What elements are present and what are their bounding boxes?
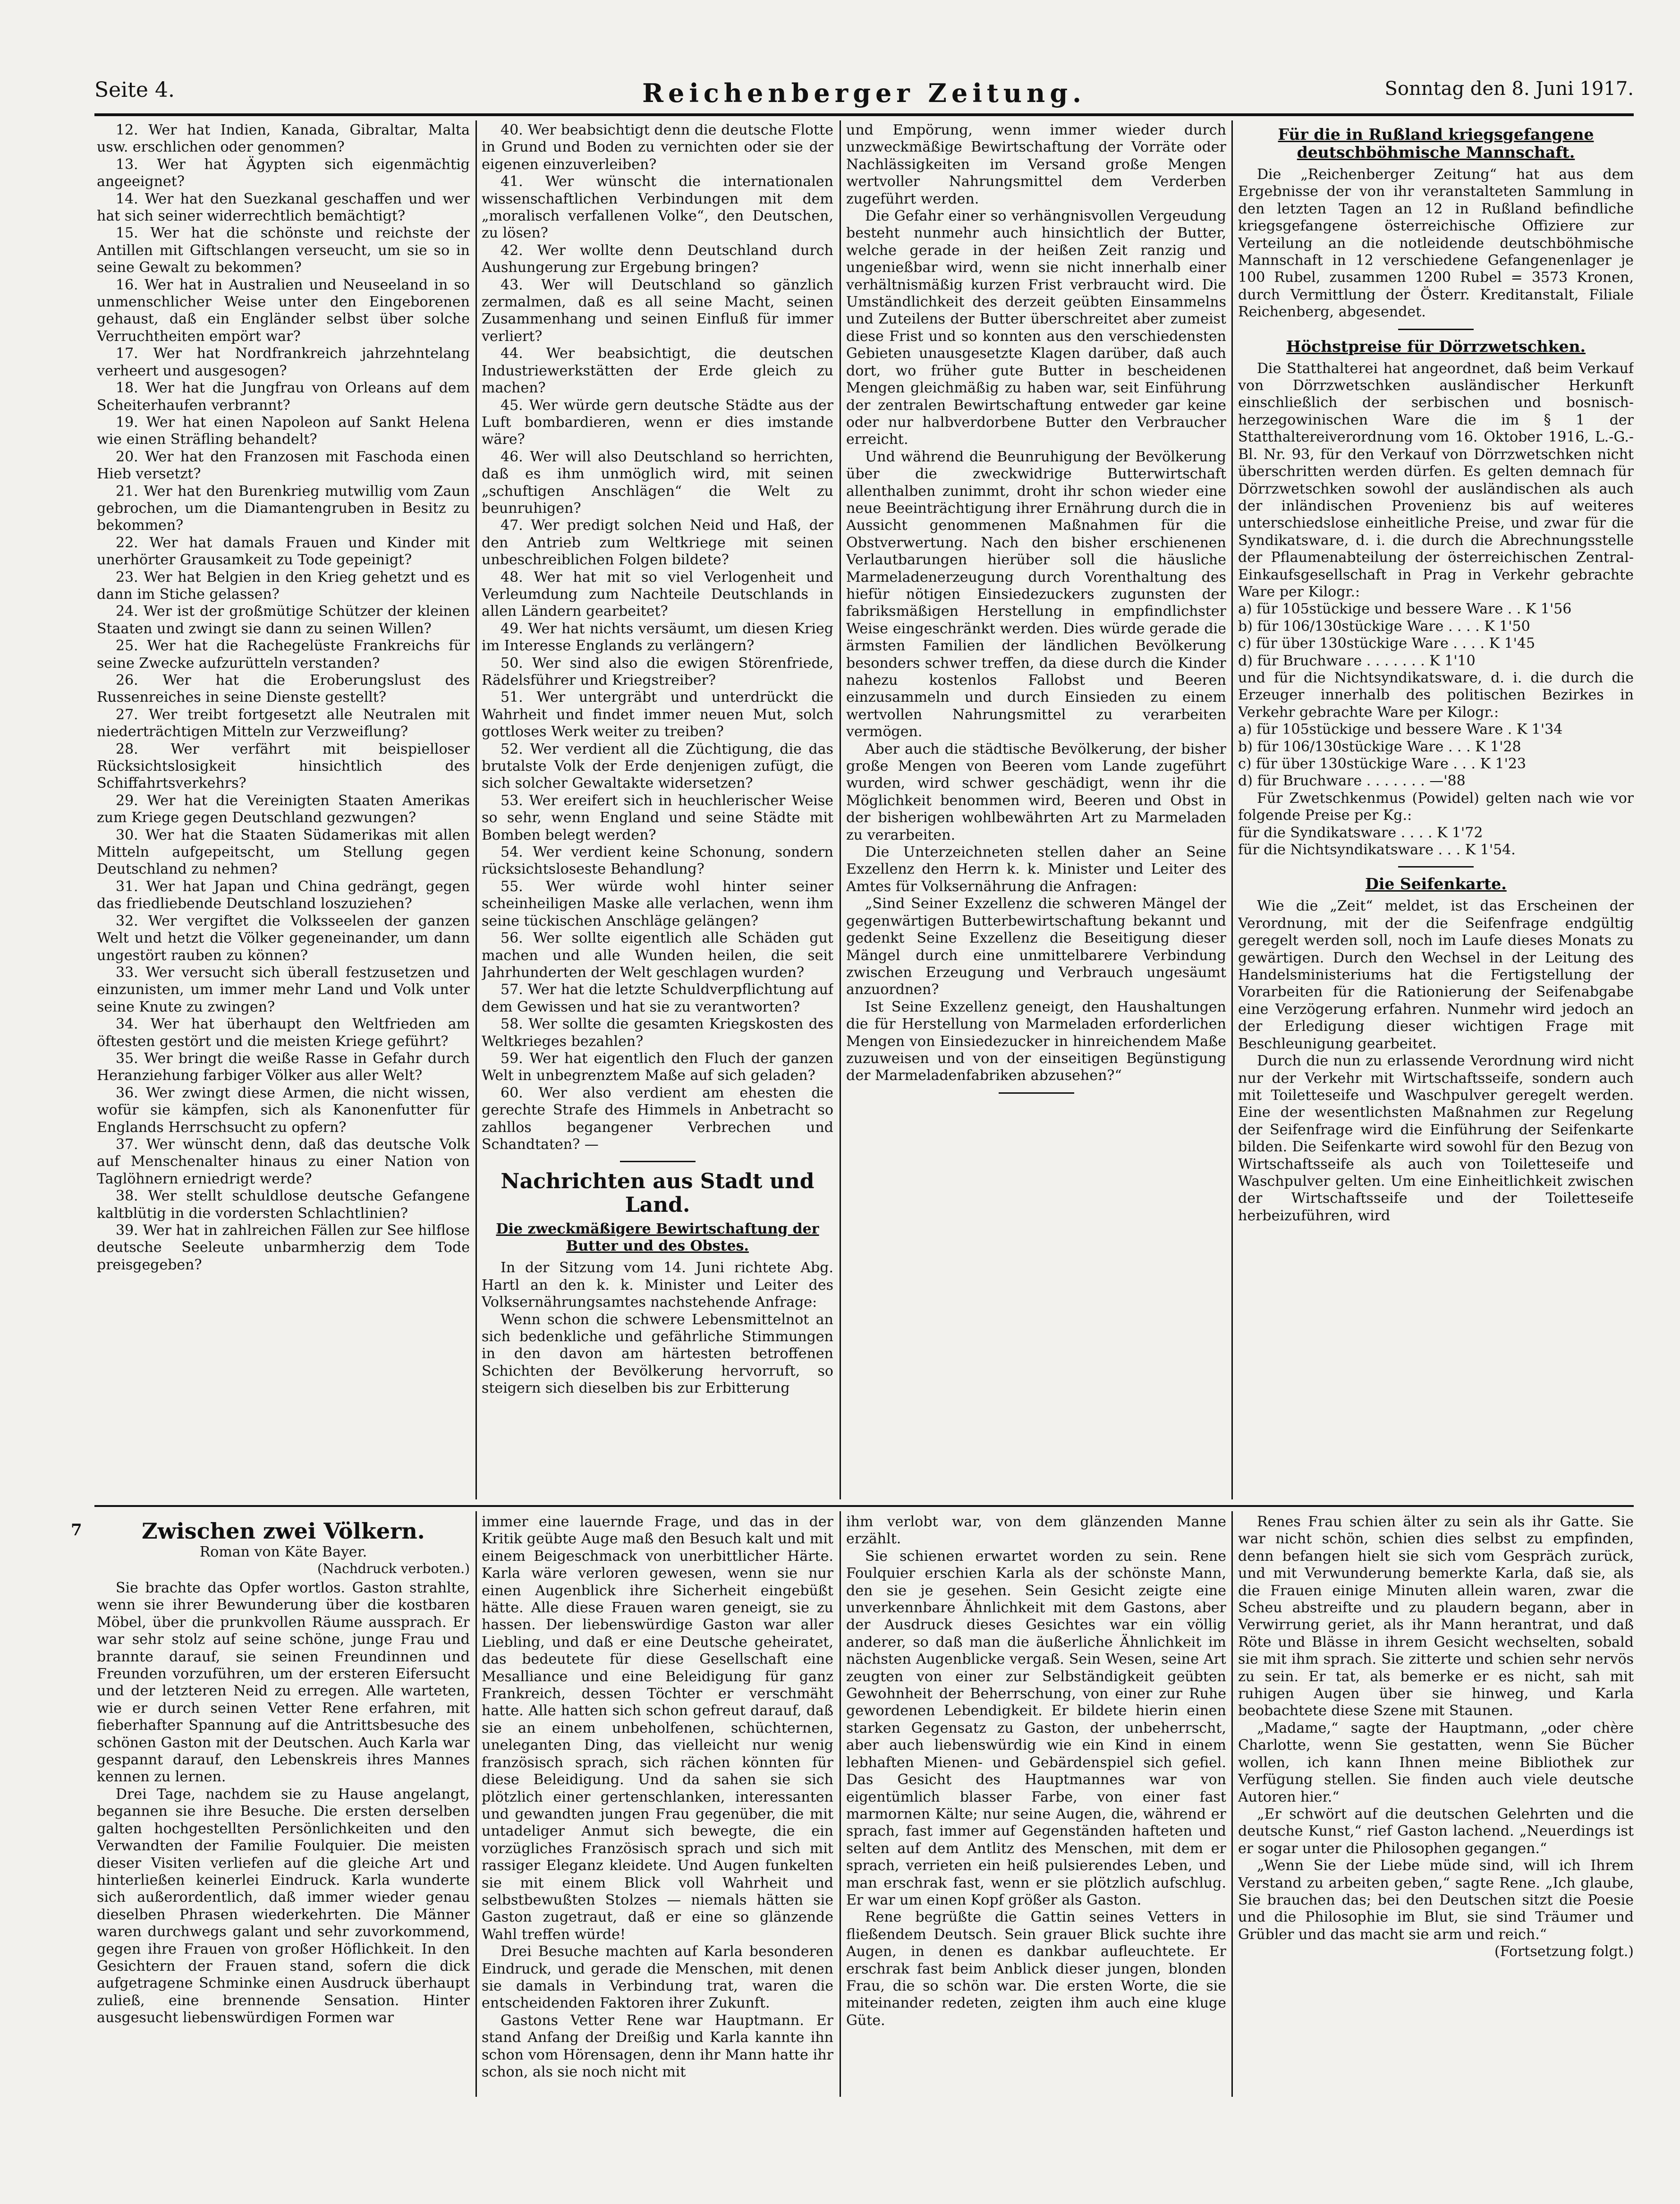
novel-paragraph: „Wenn Sie der Liebe müde sind, will ich Ihrem Verstand zu arbeiten geben,“ sagte Rene. „Ich glaube, Sie brauchen das; bei den Deutschen sitzt die Poesie und die Philosophie im Blut, sie sind Träumer und Grübler und das macht sie arm und reich.“: [1238, 1857, 1634, 1943]
article-paragraph: Durch die nun zu erlassende Verordnung wird nicht nur der Verkehr mit Wirtschaftsseife, sondern auch mit Toiletteseife und Waschpulver geregelt werden. Eine der wesentlichsten Maßnahmen zur Regelung der Seifenfrage wird die Einführung der Seifenkarte bilden. Die Seifenkarte wird sowohl für den Bezug von Wirtschaftsseife als auch von Toiletteseife und Waschpulver gelten. Um eine Einheitlichkeit zwischen der Wirtschaftsseife und der Toiletteseife herbeizuführen, wird: [1238, 1053, 1634, 1224]
masthead: [94, 78, 1634, 111]
question: 17. Wer hat Nordfrankreich jahrzehntelang verheert und ausgesogen?: [97, 345, 470, 379]
question: 31. Wer hat Japan und China gedrängt, gegen das friedliebende Deutschland loszuziehen?: [97, 878, 470, 912]
question: 24. Wer ist der großmütige Schützer der kleinen Staaten und zwingt sie dann zu seinen Willen?: [97, 603, 470, 637]
novel-paragraph: Gastons Vetter Rene war Hauptmann. Er stand Anfang der Dreißig und Karla kannte ihn schon vom Hörensagen, denn ihr Mann hatte ihr schon, als sie noch nicht mit: [482, 2012, 833, 2080]
feuilleton-column-4: [1238, 1514, 1634, 2099]
question: 34. Wer hat überhaupt den Weltfrieden am öftesten gestört und die meisten Kriege geführt?: [97, 1016, 470, 1050]
feuilleton-column-1: [97, 1514, 470, 2099]
question: 21. Wer hat den Burenkrieg mutwillig vom Zaun gebrochen, um die Diamantengruben in Besitz zu bekommen?: [97, 483, 470, 534]
question: 47. Wer predigt solchen Neid und Haß, der den Antrieb zum Weltkriege mit seinen unbeschreiblichen Folgen bildete?: [482, 517, 833, 569]
feuilleton-column-3: [846, 1514, 1226, 2099]
column-3: [846, 122, 1226, 1503]
article-paragraph: Und während die Beunruhigung der Bevölkerung über die zweckwidrige Butterwirtschaft allenthalben zunimmt, droht ihr schon wieder eine neue Beeinträchtigung ihrer Ernährung durch die in Aussicht genommenen Maßnahmen für die Obstverwertung. Nach den bisher erschienenen Verlautbarungen hierüber soll die häusliche Marmeladenerzeugung durch Vorenthaltung des hiefür nötigen Einsiedezuckers zugunsten der fabriksmäßigen Herstellung in empfindlichster Weise eingeschränkt werden. Dies würde gerade die ärmsten Familien der ländlichen Bevölkerung besonders schwer treffen, da diese durch die Kinder nahezu kostenlos Fallobst und Beeren einzusammeln und durch Einsieden zu einem wertvollen Nahrungsmittel zu verarbeiten vermögen.: [846, 448, 1226, 740]
price-line: c) für über 130stückige Ware . . . . K 1'45: [1238, 635, 1536, 652]
question: 29. Wer hat die Vereinigten Staaten Amerikas zum Kriege gegen Deutschland gezwungen?: [97, 792, 470, 826]
question: 33. Wer versucht sich überall festzusetzen und einzunisten, um immer mehr Land und Volk unter seine Knute zu zwingen?: [97, 964, 470, 1015]
article-paragraph: Für Zwetschkenmus (Powidel) gelten nach wie vor folgende Preise per Kg.:: [1238, 790, 1634, 824]
question: 42. Wer wollte denn Deutschland durch Aushungerung zur Ergebung bringen?: [482, 242, 833, 276]
novel-paragraph: Rene begrüßte die Gattin seines Vetters in fließendem Deutsch. Sein grauer Blick suchte ihre Augen, in denen es dankbar aufleuchtete. Er erschrak fast beim Anblick dieser jungen, blonden Frau, die so schön war. Die ersten Worte, die sie miteinander redeten, zeigten ihm auch eine kluge Güte.: [846, 1909, 1226, 2029]
column-divider: [475, 120, 477, 1499]
installment-number: 7: [71, 1521, 82, 1540]
column-divider: [840, 1511, 841, 2097]
question: 50. Wer sind also die ewigen Störenfriede, Rädelsführer und Kriegstreiber?: [482, 655, 833, 689]
article-heading: Für die in Rußland kriegsgefangene deutschböhmische Mannschaft.: [1278, 125, 1594, 162]
price-line: a) für 105stückige und bessere Ware . . K 1'56: [1238, 601, 1572, 618]
novel-paragraph: Drei Besuche machten auf Karla besonderen Eindruck, und gerade die Menschen, mit denen sie damals in Verbindung trat, waren die entscheidenden Faktoren ihrer Zukunft.: [482, 1943, 833, 2012]
question: 25. Wer hat die Rachegelüste Frankreichs für seine Zwecke aufzurütteln verstanden?: [97, 638, 470, 672]
article-paragraph: Aber auch die städtische Bevölkerung, der bisher große Mengen von Beeren vom Lande zugeführt wurden, wird schwer geschädigt, wenn ihr die Möglichkeit benommen wird, Beeren und Obst in der bisherigen wohlbewährten Art zu Marmeladen zu verarbeiten.: [846, 740, 1226, 843]
newspaper-title: Reichenberger Zeitung.: [642, 78, 1086, 108]
price-line: für die Nichtsyndikatsware . . . K 1'54.: [1238, 842, 1516, 859]
column-2: [482, 122, 833, 1503]
question: 58. Wer sollte die gesamten Kriegskosten des Weltkrieges bezahlen?: [482, 1016, 833, 1050]
question: 53. Wer ereifert sich in heuchlerischer Weise so sehr, wenn England und seine Städte mit Bomben belegt werden?: [482, 792, 833, 843]
price-line: b) für 106/130stückige Ware . . . K 1'28: [1238, 738, 1521, 755]
feuilleton-rule: [94, 1505, 1634, 1507]
article-paragraph: Wie die „Zeit“ meldet, ist das Erscheinen der Verordnung, mit der die Seifenfrage endgültig geregelt werden soll, noch im Laufe dieses Monats zu gewärtigen. Durch den Wechsel in der Leitung des Handelsministeriums hat die Fertigstellung der Vorarbeiten für die Rationierung der Seifenabgabe eine Verzögerung erfahren. Nunmehr wird jedoch an der Erledigung dieser wichtigen Frage mit Beschleunigung gearbeitet.: [1238, 898, 1634, 1052]
question: 57. Wer hat die letzte Schuldverpflichtung auf dem Gewissen und hat sie zu verantworten?: [482, 981, 833, 1015]
column-4: [1238, 122, 1634, 1503]
novel-paragraph: Sie schienen erwartet worden zu sein. Rene Foulquier erschien Karla als der schönste Mann, den sie je gesehen. Sein Gesicht zeigte eine unverkennbare Ähnlichkeit mit dem Gastons, aber der Ausdruck dieses Gesichtes war ein völlig anderer, so daß man die äußerliche Ähnlichkeit im nächsten Augenblicke vergaß. Sein Wesen, seine Art zeugten von einer zur Selbständigkeit geübten Gewohnheit der Beherrschung, von einer zur Ruhe gewordenen Lebendigkeit. Er bildete hierin einen starken Gegensatz zu Gaston, der unbeherrscht, aber auch liebenswürdig wie ein Kind in einem lebhaften Mienen- und Gebärdenspiel sich gefiel. Das Gesicht des Hauptmannes war von eigentümlich blasser Farbe, von einer fast marmornen Kälte; nur seine Augen, die, während er sprach, fast immer auf Gegenständen hafteten und selten auf dem Antlitz des Menschen, mit dem er sprach, verrieten ein heiß pulsierendes Leben, und man erschrak fast, wenn er sie plötzlich aufschlug. Er war um einen Kopf größer als Gaston.: [846, 1548, 1226, 1908]
article-paragraph: Ist Seine Exzellenz geneigt, den Haushaltungen die für Herstellung von Marmeladen erforderlichen Mengen von Einsiedezucker in hinreichendem Maße zuzuweisen und von der einseitigen Begünstigung der Marmeladenfabriken abzusehen?“: [846, 998, 1226, 1084]
column-divider: [475, 1511, 477, 2097]
price-line: b) für 106/130stückige Ware . . . . K 1'50: [1238, 618, 1530, 635]
divider: [1398, 329, 1474, 330]
question: 20. Wer hat den Franzosen mit Faschoda einen Hieb versetzt?: [97, 448, 470, 483]
price-line: d) für Bruchware . . . . . . . K 1'10: [1238, 652, 1476, 669]
question: 27. Wer treibt fortgesetzt alle Neutralen mit niederträchtigen Mitteln zur Verzweiflung?: [97, 706, 470, 740]
page-number: Seite 4.: [94, 78, 175, 102]
question: 36. Wer zwingt diese Armen, die nicht wissen, wofür sie kämpfen, sich als Kanonenfutter für Englands Herrschsucht zu opfern?: [97, 1084, 470, 1136]
price-line: a) für 105stückige und bessere Ware . K 1'34: [1238, 721, 1563, 738]
novel-paragraph: immer eine lauernde Frage, und das in der Kritik geübte Auge maß den Besuch kalt und mit einem Beigeschmack von unerbittlicher Härte. Karla wäre verloren gewesen, wenn sie nur einen Augenblick ihre Sicherheit eingebüßt hätte. Alle diese Frauen waren geneigt, sie zu hassen. Der liebenswürdige Gaston war aller Liebling, und daß er eine Deutsche geheiratet, das bedeutete für diese Gesellschaft eine Mesalliance und eine Beleidigung für ganz Frankreich, dessen Töchter er verschmäht hatte. Alle hatten sich schon gefreut darauf, daß sie an einem unbeholfenen, schüchternen, uneleganten Ding, das vielleicht nur wenig französisch sprach, sich rächen könnten für diese Beleidigung. Und da sahen sie sich plötzlich einer gertenschlanken, interessanten und gewandten jungen Frau gegenüber, die mit untadeliger Anmut sich bewegte, die ein vorzügliches Französisch sprach und sich mit rassiger Eleganz kleidete. Und Augen funkelten sie mit einem Blick voll Wahrheit und selbstbewußten Stolzes — niemals hätten sie Gaston zugetraut, daß er eine so glänzende Wahl treffen würde!: [482, 1514, 833, 1943]
novel-paragraph: „Er schwört auf die deutschen Gelehrten und die deutsche Kunst,“ rief Gaston lachend. „Neuerdings ist er sogar unter die Philosophen gegangen.“: [1238, 1805, 1634, 1857]
article-paragraph: Die Gefahr einer so verhängnisvollen Vergeudung besteht nunmehr auch hinsichtlich der Butter, welche gerade in der heißen Zeit ranzig und ungenießbar wird, wenn sie nicht innerhalb einer verhältnismäßig kurzen Frist verbraucht wird. Die Umständlichkeit des derzeit geübten Einsammelns und Zuteilens der Butter überschreitet aber zumeist diese Frist und so konnten aus den verschiedensten Gebieten unausgesetzte Klagen darüber, daß auch dort, wo früher gute Butter in bescheidenen Mengen gleichmäßig zu haben war, seit Einführung der zentralen Bewirtschaftung entweder gar keine oder nur halbverdorbene Butter den Verbraucher erreicht.: [846, 208, 1226, 448]
question: 55. Wer würde wohl hinter seiner scheinheiligen Maske alle verlachen, wenn ihm seine tückischen Anschläge gelängen?: [482, 878, 833, 929]
question: 15. Wer hat die schönste und reichste der Antillen mit Giftschlangen verseucht, um sie so in seine Gewalt zu bekommen?: [97, 225, 470, 276]
question: 16. Wer hat in Australien und Neuseeland in so unmenschlicher Weise unter den Eingeborenen gehaust, daß ein Engländer selbst über solche Verruchtheiten empört war?: [97, 276, 470, 345]
article-heading: Die zweckmäßigere Bewirtschaftung der Butter und des Obstes.: [496, 1221, 819, 1255]
novel-paragraph: Drei Tage, nachdem sie zu Hause angelangt, begannen sie ihre Besuche. Die ersten derselben galten hochgestellten Persönlichkeiten und den Verwandten der Familie Foulquier. Die meisten dieser Visiten verliefen auf die gleiche Art und hinterließen keinerlei Eindruck. Karla wunderte sich außerordentlich, daß immer wieder genau dieselben Phrasen wiederkehrten. Die Männer waren durchwegs galant und sehr zuvorkommend, gegen ihre Frauen von großer Höflichkeit. In den Gesichtern der Frauen stand, sofern die dick aufgetragene Schminke einen Ausdruck überhaupt zuließ, eine brennende Sensation. Hinter ausgesucht liebenswürdigen Formen war: [97, 1786, 470, 2026]
to-be-continued: (Fortsetzung folgt.): [1494, 1943, 1634, 1960]
question: 43. Wer will Deutschland so gänzlich zermalmen, daß es all seine Macht, seinen Zusammenhang und seinen Einfluß für immer verliert?: [482, 276, 833, 345]
price-line: d) für Bruchware . . . . . . . —'88: [1238, 773, 1466, 790]
question: 26. Wer hat die Eroberungslust des Russenreiches in seine Dienste gestellt?: [97, 672, 470, 706]
reprint-note: (Nachdruck verboten.): [317, 1561, 470, 1576]
question: 38. Wer stellt schuldlose deutsche Gefangene kaltblütig in die vordersten Schlachtlinien?: [97, 1188, 470, 1222]
question: 18. Wer hat die Jungfrau von Orleans auf dem Scheiterhaufen verbrannt?: [97, 380, 470, 414]
question: 35. Wer bringt die weiße Rasse in Gefahr durch Heranziehung farbiger Völker aus aller Welt?: [97, 1050, 470, 1084]
novel-author: Roman von Käte Bayer.: [199, 1544, 367, 1560]
question: 32. Wer vergiftet die Volksseelen der ganzen Welt und hetzt die Völker gegeneinander, um dann ungestört rauben zu können?: [97, 912, 470, 964]
article-heading: Die Seifenkarte.: [1365, 875, 1507, 894]
article-paragraph: „Sind Seiner Exzellenz die schweren Mängel der gegenwärtigen Butterbewirtschaftung bekannt und gedenkt Seine Exzellenz die Beseitigung dieser Mängel durch eine unmittelbarere Verbindung zwischen Erzeugung und Verbrauch ungesäumt anzuordnen?: [846, 895, 1226, 998]
question: 49. Wer hat nichts versäumt, um diesen Krieg im Interesse Englands zu verlängern?: [482, 620, 833, 655]
divider: [1398, 866, 1474, 868]
article-paragraph: und Empörung, wenn immer wieder durch unzweckmäßige Bewirtschaftung der Vorräte oder Nachlässigkeiten im Versand große Mengen wertvoller Nahrungsmittel dem Verderben zugeführt werden.: [846, 122, 1226, 207]
price-line: für die Syndikatsware . . . . K 1'72: [1238, 824, 1483, 841]
question: 13. Wer hat Ägypten sich eigenmächtig angeeignet?: [97, 156, 470, 190]
question: 12. Wer hat Indien, Kanada, Gibraltar, Malta usw. erschlichen oder genommen?: [97, 122, 470, 156]
question: 22. Wer hat damals Frauen und Kinder mit unerhörter Grausamkeit zu Tode gepeinigt?: [97, 534, 470, 569]
column-divider: [1231, 120, 1233, 1499]
question: 40. Wer beabsichtigt denn die deutsche Flotte in Grund und Boden zu vernichten oder sie der eigenen einzuverleiben?: [482, 122, 833, 173]
question: 28. Wer verfährt mit beispielloser Rücksichtslosigkeit hinsichtlich des Schiffahrtsverkehrs?: [97, 740, 470, 792]
divider: [999, 1092, 1074, 1094]
article-paragraph: In der Sitzung vom 14. Juni richtete Abg. Hartl an den k. k. Minister und Leiter des Volksernährungsamtes nachstehende Anfrage:: [482, 1259, 833, 1311]
question: 41. Wer wünscht die internationalen wissenschaftlichen Verbindungen mit dem „moralisch verfallenen Volke“, den Deutschen, zu lösen?: [482, 173, 833, 242]
question: 48. Wer hat mit so viel Verlogenheit und Verleumdung zum Nachteile Deutschlands in allen Ländern gearbeitet?: [482, 569, 833, 620]
novel-title: Zwischen zwei Völkern.: [142, 1518, 425, 1544]
masthead-rule: [94, 113, 1634, 116]
novel-paragraph: ihm verlobt war, von dem glänzenden Manne erzählt.: [846, 1514, 1226, 1548]
price-line: c) für über 130stückige Ware . . . K 1'23: [1238, 756, 1527, 772]
question: 46. Wer will also Deutschland so herrichten, daß es ihm unmöglich wird, mit seinen „schuftigen Anschlägen“ die Welt zu beunruhigen?: [482, 448, 833, 517]
divider: [620, 1161, 696, 1162]
question: 54. Wer verdient keine Schonung, sondern rücksichtsloseste Behandlung?: [482, 844, 833, 878]
question: 51. Wer untergräbt und unterdrückt die Wahrheit und findet immer neuen Mut, solch gottloses Werk weiter zu treiben?: [482, 689, 833, 740]
question: 19. Wer hat einen Napoleon auf Sankt Helena wie einen Sträfling behandelt?: [97, 414, 470, 448]
question: 23. Wer hat Belgien in den Krieg gehetzt und es dann im Stiche gelassen?: [97, 569, 470, 603]
question: 52. Wer verdient all die Züchtigung, die das brutalste Volk der Erde denjenigen zufügt, die sich solcher Gewaltakte widersetzen?: [482, 740, 833, 792]
article-paragraph: Wenn schon die schwere Lebensmittelnot an sich bedenkliche und gefährliche Stimmungen in den davon am härtesten betroffenen Schichten der Bevölkerung hervorruft, so steigern sich dieselben bis zur Erbitterung: [482, 1311, 833, 1397]
novel-paragraph: „Madame,“ sagte der Hauptmann, „oder chère Charlotte, wenn Sie gestatten, wenn Sie Bücher wollen, ich kann Ihnen meine Bibliothek zur Verfügung stellen. Sie finden auch viele deutsche Autoren hier.“: [1238, 1719, 1634, 1805]
question: 37. Wer wünscht denn, daß das deutsche Volk auf Menschenalter hinaus zu einer Nation von Taglöhnern erniedrigt werde?: [97, 1136, 470, 1187]
article-paragraph: Die Unterzeichneten stellen daher an Seine Exzellenz den Herrn k. k. Minister und Leiter des Amtes für Volksernährung die Anfragen:: [846, 844, 1226, 895]
question: 60. Wer also verdient am ehesten die gerechte Strafe des Himmels in Anbetracht so zahllos begangener Verbrechen und Schandtaten? —: [482, 1084, 833, 1153]
article-paragraph: und für die Nichtsyndikatsware, d. i. die durch die Erzeuger innerhalb des politischen Bezirkes in Verkehr gebrachte Ware per Kilogr.:: [1238, 669, 1634, 721]
issue-date: Sonntag den 8. Juni 1917.: [1384, 78, 1634, 100]
feuilleton-column-2: [482, 1514, 833, 2099]
question: 45. Wer würde gern deutsche Städte aus der Luft bombardieren, wenn er dies imstande wäre?: [482, 397, 833, 448]
section-heading: Nachrichten aus Stadt und Land.: [501, 1169, 815, 1217]
question: 56. Wer sollte eigentlich alle Schäden gut machen und alle Wunden heilen, die seit Jahrhunderten der Welt geschlagen wurden?: [482, 930, 833, 981]
question: 30. Wer hat die Staaten Südamerikas mit allen Mitteln aufgepeitscht, um Stellung gegen Deutschland zu nehmen?: [97, 826, 470, 878]
novel-paragraph: Sie brachte das Opfer wortlos. Gaston strahlte, wenn sie ihrer Bewunderung über die kostbaren Möbel, über die prunkvollen Räume aussprach. Er war sehr stolz auf seine schöne, junge Frau und brannte darauf, sie seinen Freundinnen und Freunden vorzuführen, um der ersteren Eifersucht und der letzteren Neid zu erregen. Alle warteten, wie er durch seinen Vetter Rene erfahren, mit fieberhafter Spannung auf die Antrittsbesuche des schönen Gaston mit der Deutschen. Auch Karla war gespannt darauf, den Lebenskreis ihres Mannes kennen zu lernen.: [97, 1580, 470, 1786]
column-1-questions: [97, 122, 470, 1503]
question: 59. Wer hat eigentlich den Fluch der ganzen Welt in unbegrenztem Maße auf sich geladen?: [482, 1050, 833, 1084]
question: 14. Wer hat den Suezkanal geschaffen und wer hat sich seiner widerrechtlich bemächtigt?: [97, 190, 470, 225]
question: 44. Wer beabsichtigt, die deutschen Industriewerkstätten der Erde gleich zu machen?: [482, 345, 833, 397]
question: 39. Wer hat in zahlreichen Fällen zur See hilflose deutsche Seeleute unbarmherzig dem Tode preisgegeben?: [97, 1222, 470, 1273]
column-divider: [1231, 1511, 1233, 2097]
novel-paragraph: Renes Frau schien älter zu sein als ihr Gatte. Sie war nicht schön, schien dies selbst zu empfinden, denn befangen hielt sie sich vom Gespräch zurück, und mit Verwunderung bemerkte Karla, daß sie, als die Frauen einige Minuten allein waren, zwar die Scheu abstreifte und zu plaudern begann, aber in Verwirrung geriet, als ihr Mann herantrat, und daß Röte und Blässe in ihrem Gesicht wechselten, sobald sie mit ihm sprach. Sie zitterte und schien sehr nervös zu sein. Er tat, als bemerke er es nicht, sah mit ruhigen Augen über sie hinweg, und Karla beobachtete diese Szene mit Staunen.: [1238, 1514, 1634, 1719]
article-heading: Höchstpreise für Dörrzwetschken.: [1286, 337, 1586, 356]
column-divider: [840, 120, 841, 1499]
article-paragraph: Die Statthalterei hat angeordnet, daß beim Verkauf von Dörrzwetschken ausländischer Herkunft einschließlich der serbischen und bosnisch-herzegowinischen Ware die im § 1 der Statthaltereiverordnung vom 16. Oktober 1916, L.-G.-Bl. Nr. 93, für den Verkauf von Dörrzwetschken nicht überschritten werden dürfen. Es gelten demnach für Dörrzwetschken sowohl der ausländischen als auch der inländischen Provenienz bis auf weiteres unterschiedslose einheitliche Preise, und zwar für die Syndikatsware, d. i. die durch die Abrechnungsstelle der Pflaumenabteilung der österreichischen Zentral-Einkaufsgesellschaft in Prag in Verkehr gebrachte Ware per Kilogr.:: [1238, 360, 1634, 600]
article-paragraph: Die „Reichenberger Zeitung“ hat aus dem Ergebnisse der von ihr veranstalteten Sammlung in den letzten Tagen an 12 in Rußland befindliche kriegsgefangene österreichische Offiziere zur Verteilung an die notleidende deutschböhmische Mannschaft in 12 verschiedene Gefangenenlager je 100 Rubel, zusammen 1200 Rubel = 3573 Kronen, durch Vermittlung der Österr. Kreditanstalt, Filiale Reichenberg, abgesendet.: [1238, 166, 1634, 321]
